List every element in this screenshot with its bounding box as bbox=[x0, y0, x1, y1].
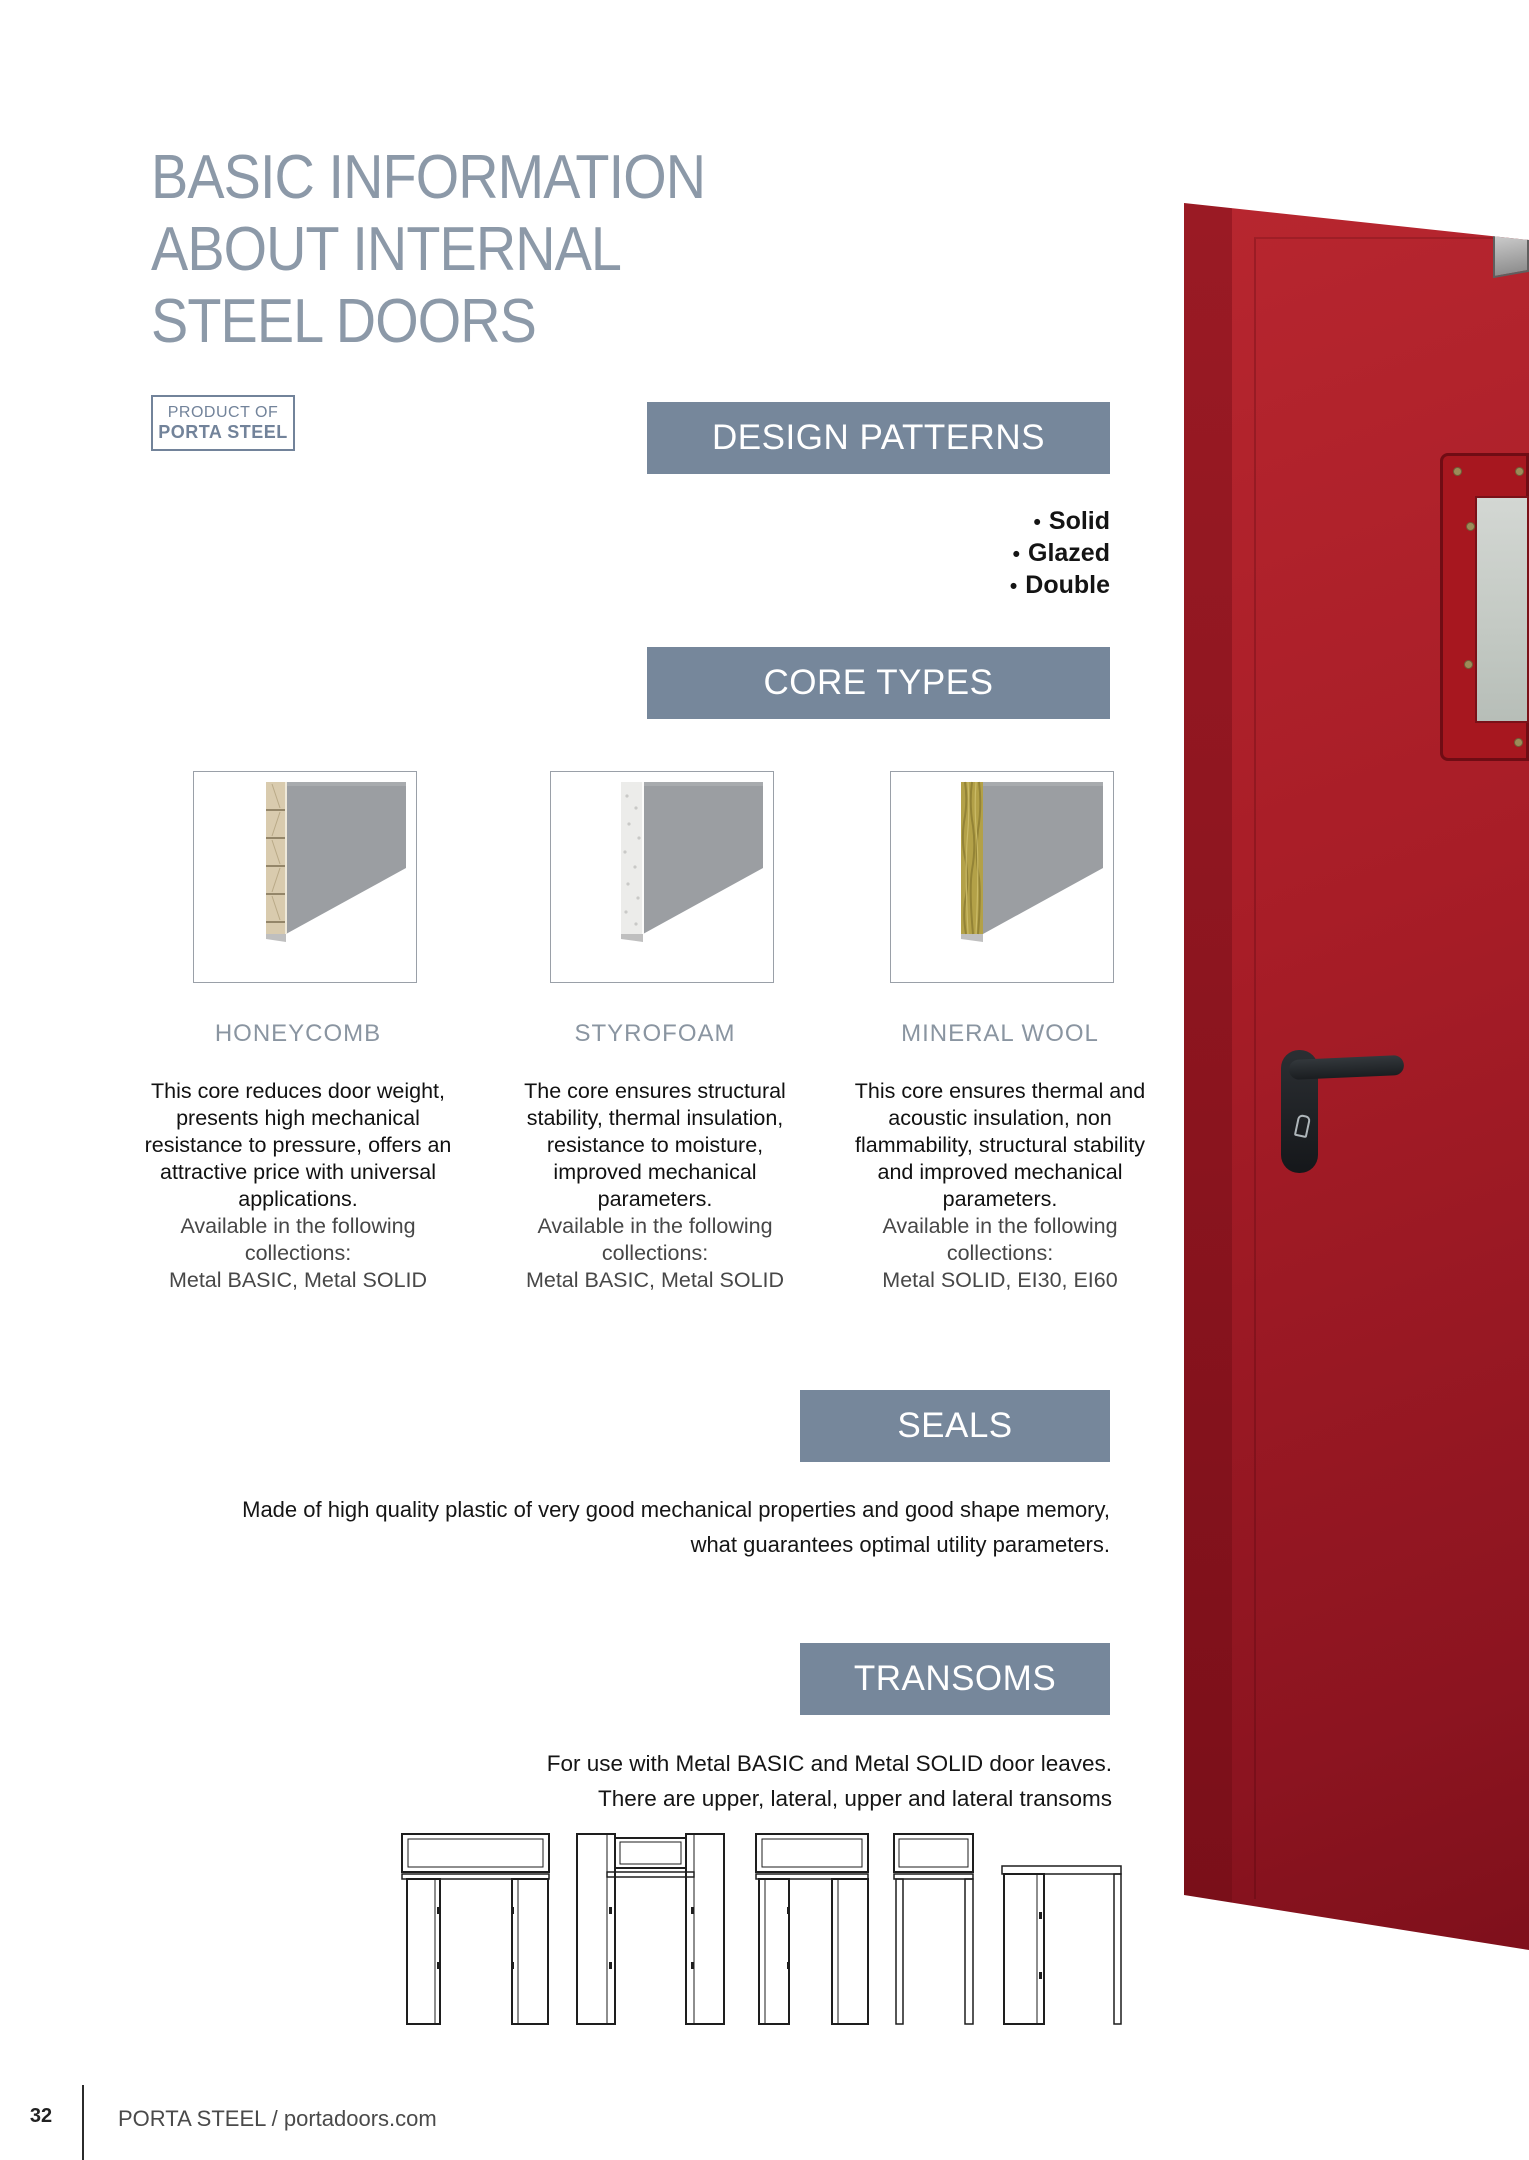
page-title-line2: ABOUT INTERNAL bbox=[151, 215, 622, 284]
transoms-header: TRANSOMS bbox=[800, 1643, 1110, 1715]
screw-icon bbox=[1464, 660, 1473, 669]
list-item: • Glazed bbox=[1012, 539, 1110, 567]
core-name-styrofoam: STYROFOAM bbox=[574, 1020, 736, 1047]
core-name-honeycomb: HONEYCOMB bbox=[214, 1020, 382, 1047]
bullet-icon: • bbox=[1009, 575, 1018, 598]
page-title bbox=[151, 142, 705, 358]
core-types-header: CORE TYPES bbox=[647, 647, 1110, 719]
transom-diagram-4 bbox=[894, 1834, 973, 2024]
product-badge bbox=[151, 395, 295, 451]
design-patterns-header: DESIGN PATTERNS bbox=[647, 402, 1110, 474]
screw-icon bbox=[1515, 467, 1524, 476]
seals-header: SEALS bbox=[800, 1390, 1110, 1462]
screw-icon bbox=[1514, 738, 1523, 747]
honeycomb-core-image bbox=[193, 771, 417, 983]
screw-icon bbox=[1453, 467, 1462, 476]
product-badge-brand: PORTA STEEL bbox=[158, 421, 288, 442]
design-patterns-list bbox=[800, 506, 1110, 602]
transom-diagram-1 bbox=[402, 1834, 549, 2024]
footer-text: PORTA STEEL / portadoors.com bbox=[118, 2106, 437, 2131]
bullet-icon: • bbox=[1033, 511, 1041, 534]
core-name-mineral-wool: MINERAL WOOL bbox=[901, 1020, 1099, 1047]
core-description-honeycomb: This core reduces door weight, presents high mechanical resistance to pressure, offers an attractive price with universal applications. Available in the following collections: Metal BASIC, Metal SOLID bbox=[144, 1079, 452, 1292]
mineral-wool-core-image bbox=[890, 771, 1114, 983]
core-description-styrofoam: The core ensures structural stability, thermal insulation, resistance to moisture, improved mechanical parameters. Available in the following collections: Metal BASIC, Metal SOLID bbox=[524, 1079, 786, 1292]
list-item: • Solid bbox=[1033, 507, 1110, 535]
page-title-line3: STEEL DOORS bbox=[151, 287, 536, 356]
core-description-mineral-wool: This core ensures thermal and acoustic insulation, non flammability, structural stability and improved mechanical parameters. Available in the following collections: Metal SOLID, EI30, EI60 bbox=[854, 1079, 1146, 1292]
styrofoam-core-image bbox=[550, 771, 774, 983]
list-item: • Double bbox=[1009, 571, 1110, 599]
door-photo bbox=[1184, 203, 1529, 1953]
bullet-icon: • bbox=[1012, 543, 1021, 566]
transom-diagram-3 bbox=[756, 1834, 868, 2024]
transom-diagram-5 bbox=[1002, 1866, 1121, 2024]
transom-diagrams bbox=[395, 1832, 1125, 2030]
door-vision-panel-glass bbox=[1475, 496, 1529, 723]
door-closer-bracket-icon bbox=[1493, 224, 1529, 278]
footer-divider bbox=[82, 2085, 84, 2160]
door-left-edge bbox=[1184, 203, 1232, 1913]
screw-icon bbox=[1466, 522, 1475, 531]
seals-description: Made of high quality plastic of very good mechanical properties and good shape memory, what guarantees optimal utility parameters. bbox=[242, 1497, 1110, 1557]
product-badge-top: PRODUCT OF bbox=[167, 403, 279, 421]
page-number: 32 bbox=[29, 2105, 53, 2127]
transoms-description: For use with Metal BASIC and Metal SOLID door leaves. There are upper, lateral, upper and lateral transoms bbox=[546, 1751, 1112, 1811]
page-title-line1: BASIC INFORMATION bbox=[151, 143, 706, 212]
transom-diagram-2 bbox=[577, 1834, 724, 2024]
